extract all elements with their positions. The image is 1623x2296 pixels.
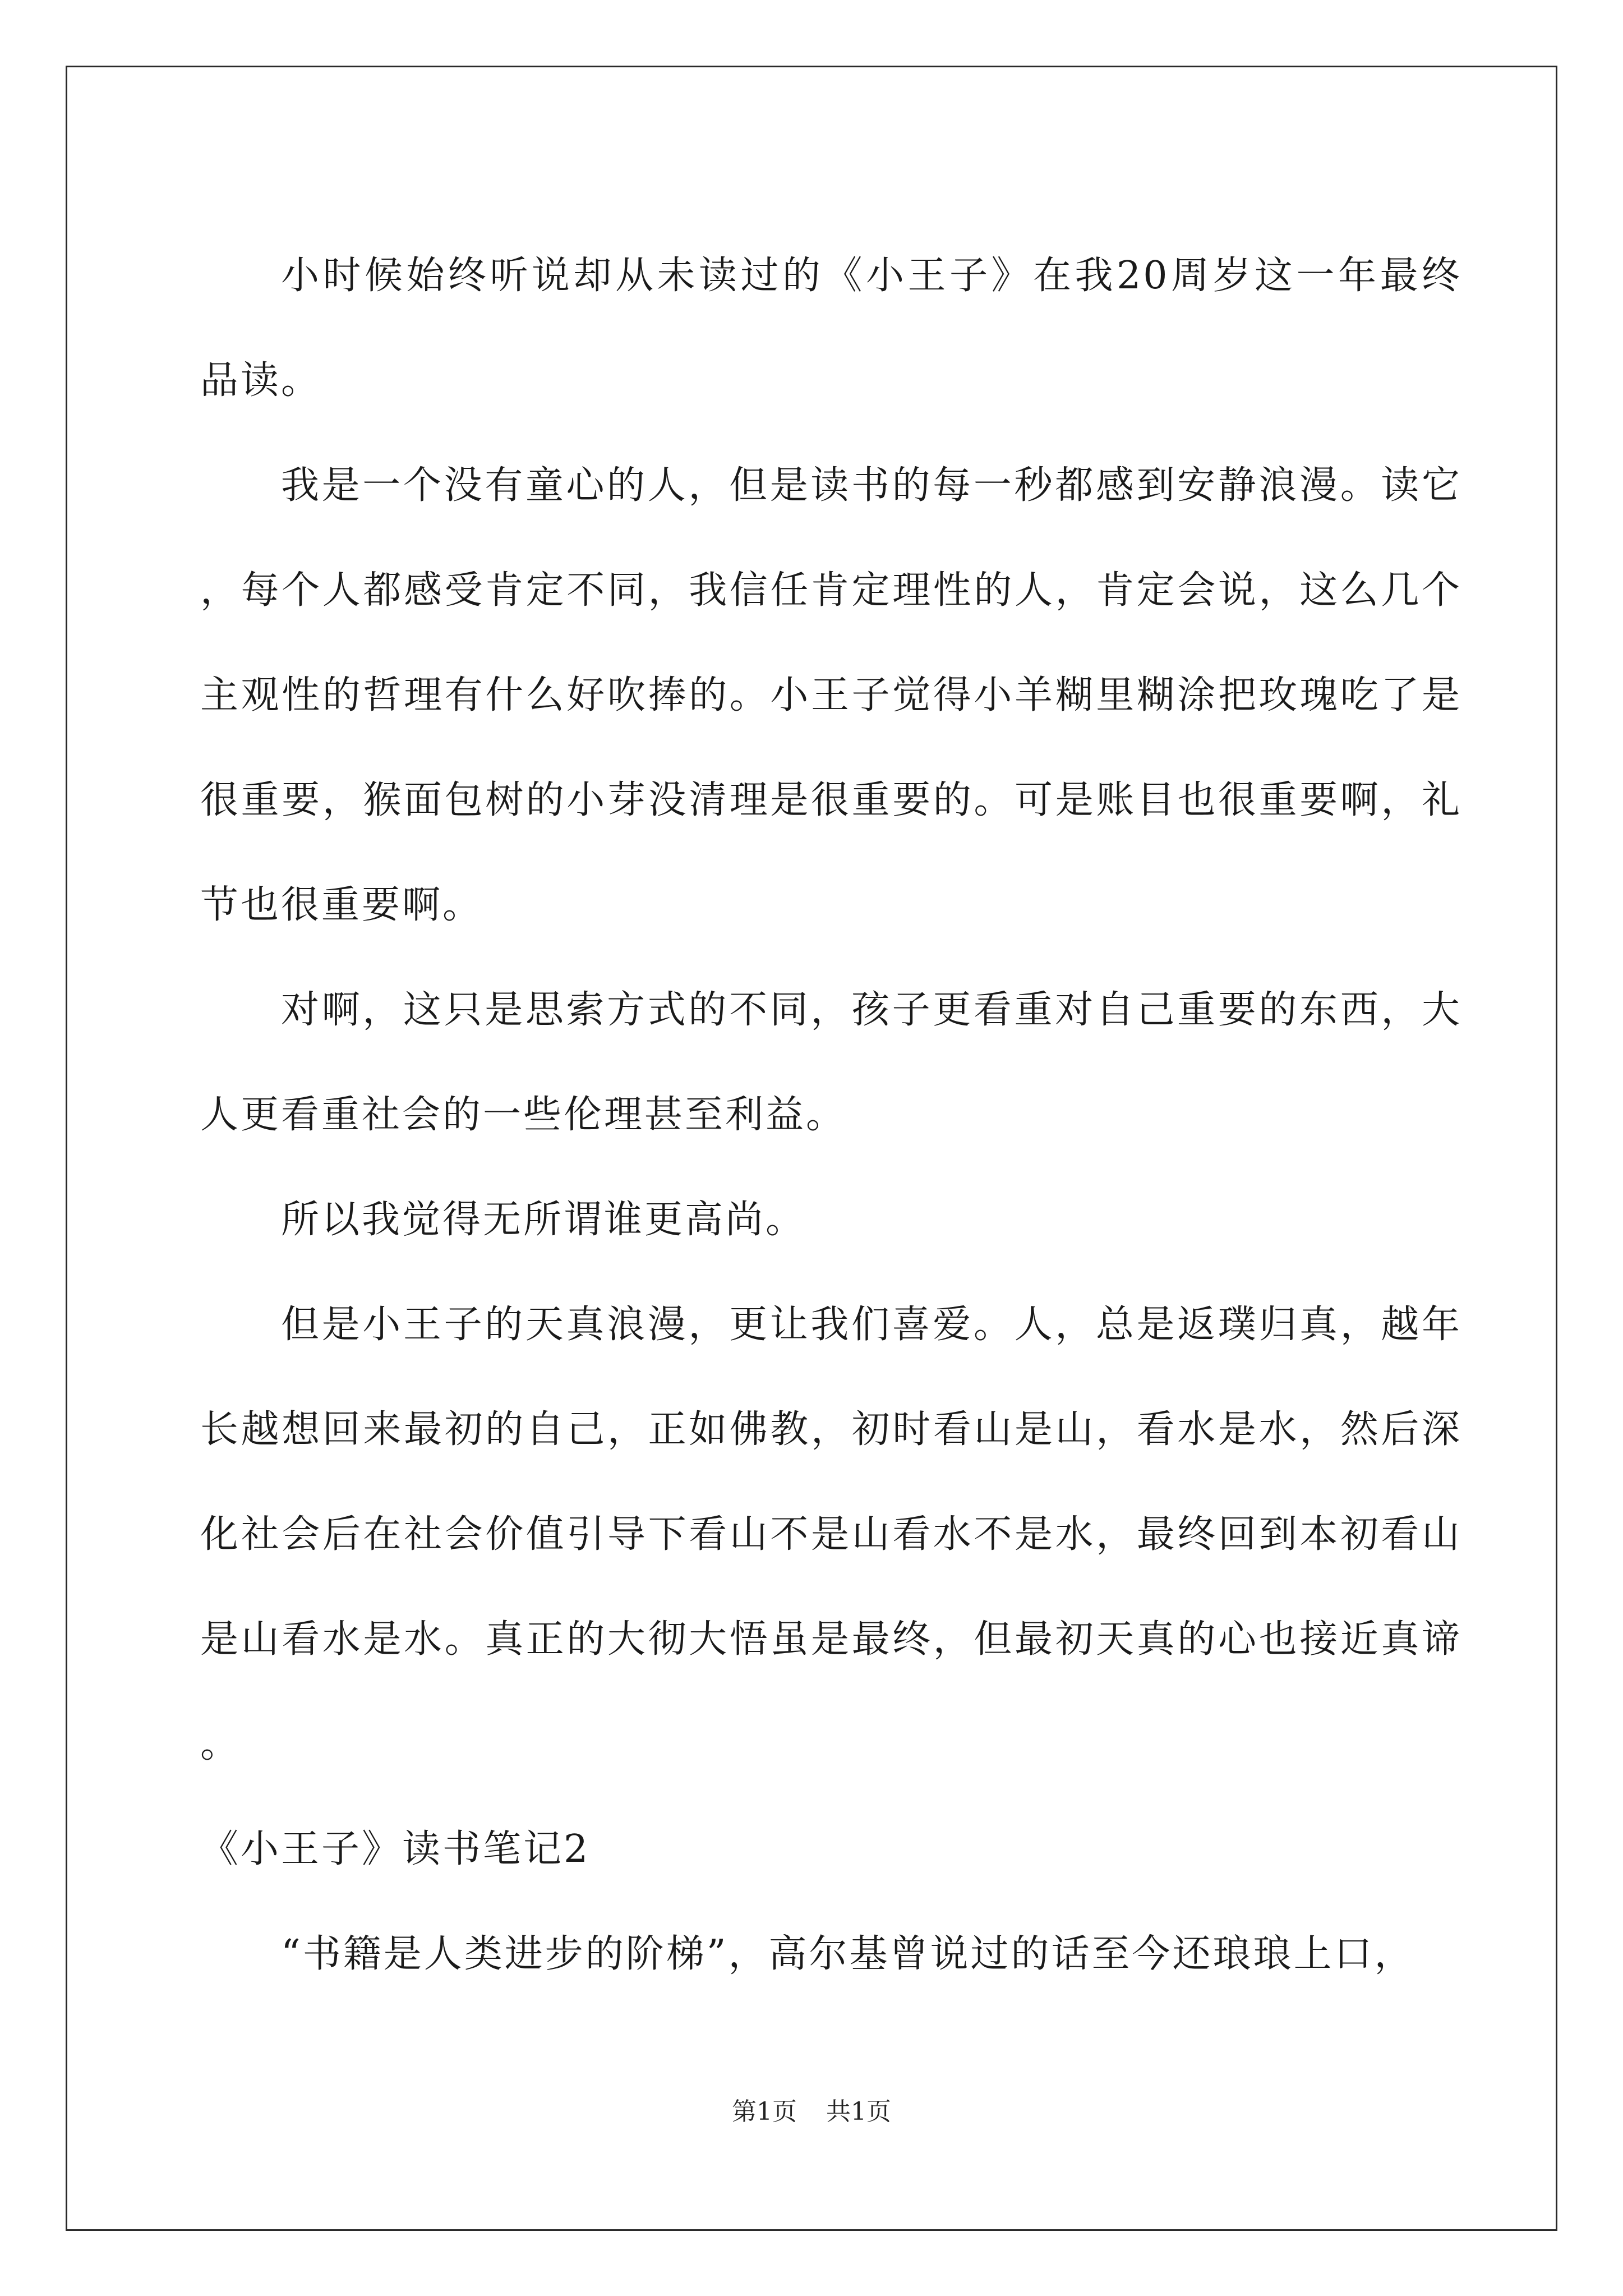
page-total: 共1页 (826, 2097, 891, 2126)
paragraph-5: 但是小王子的天真浪漫，更让我们喜爱。人，总是返璞归真，越年长越想回来最初的自己，正如佛教，初时看山是山，看水是水，然后深化社会后在社会价值引导下看山不是山看水不是水，最终回到本初看山是山看水是水。真正的大彻大悟虽是最终，但最初天真的心也接近真谛。 (200, 1303, 1462, 1766)
paragraph-4: 所以我觉得无所谓谁更高尚。 (281, 1198, 806, 1242)
section-heading: 《小王子》读书笔记2 (200, 1827, 591, 1871)
section-paragraph: “书籍是人类进步的阶梯”，高尔基曾说过的话至今还琅琅上口， (281, 1932, 1415, 1976)
paragraph-1: 小时候始终听说却从未读过的《小王子》在我20周岁这一年最终品读。 (200, 254, 1462, 403)
document-body (200, 223, 1462, 2007)
page-number: 第1页 (732, 2097, 797, 2126)
paragraph-3: 对啊，这只是思索方式的不同，孩子更看重对自己重要的东西，大人更看重社会的一些伦理甚至利益。 (200, 988, 1462, 1137)
page-footer (0, 2095, 1623, 2129)
paragraph-2: 我是一个没有童心的人，但是读书的每一秒都感到安静浪漫。读它，每个人都感受肯定不同，我信任肯定理性的人，肯定会说，这么几个主观性的哲理有什么好吹捧的。小王子觉得小羊糊里糊涂把玫瑰吃了是很重要，猴面包树的小芽没清理是很重要的。可是账目也很重要啊，礼节也很重要啊。 (200, 463, 1462, 927)
